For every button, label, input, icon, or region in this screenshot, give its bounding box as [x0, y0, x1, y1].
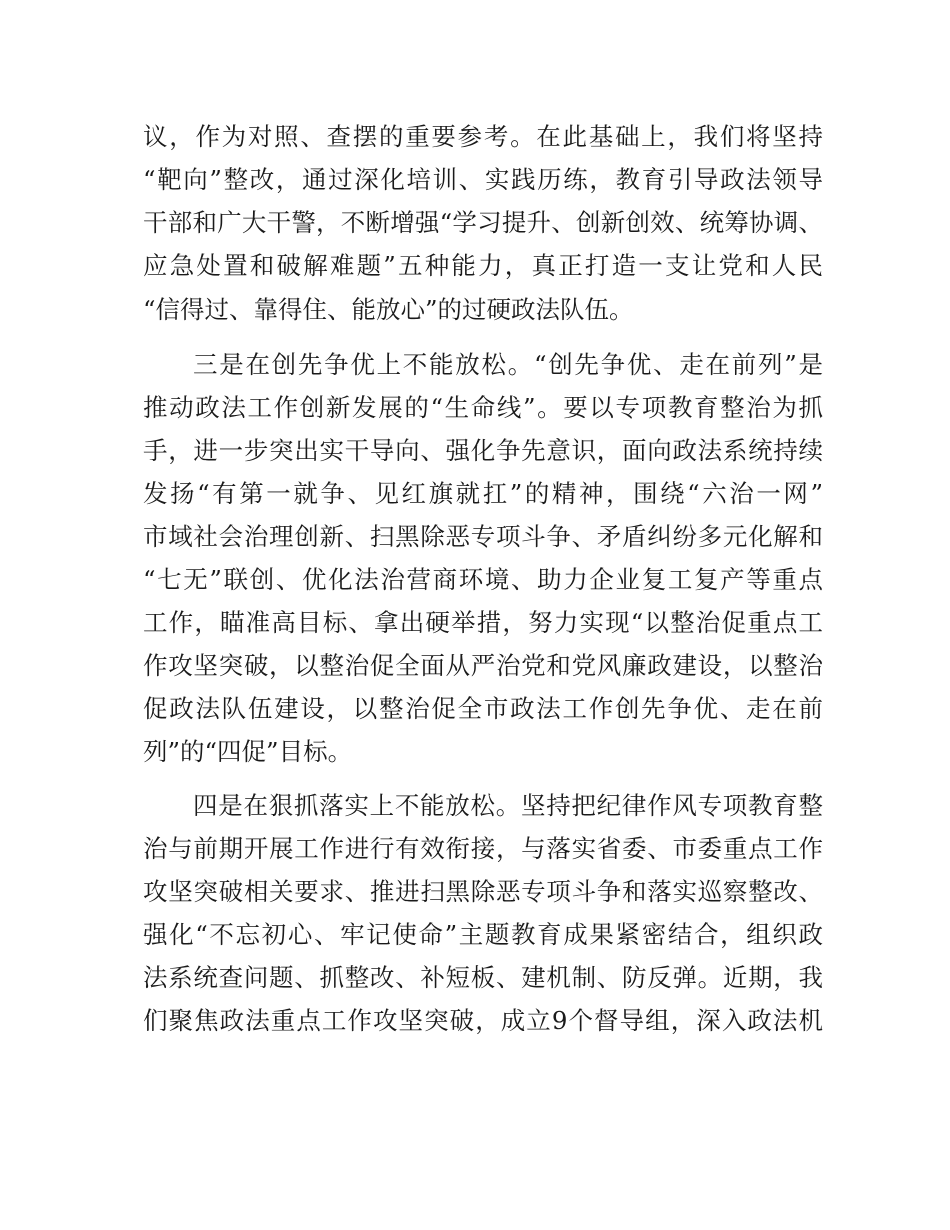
text-line: 发扬“有第一就争、见红旗就扛”的精神，围绕“六治一网”	[143, 479, 823, 508]
text-line: “信得过、靠得住、能放心”的过硬政法队伍。	[143, 295, 634, 324]
text-line: 市域社会治理创新、扫黑除恶专项斗争、矛盾纠纷多元化解和	[143, 522, 823, 551]
text-line: 推动政法工作创新发展的“生命线”。要以专项教育整治为抓	[143, 393, 823, 422]
text-line: 列”的“四促”目标。	[143, 737, 353, 766]
text-line: “七无”联创、优化法治营商环境、助力企业复工复产等重点	[143, 565, 823, 594]
text-line: 攻坚突破相关要求、推进扫黑除恶专项斗争和落实巡察整改、	[143, 877, 823, 906]
text-line: 治与前期开展工作进行有效衔接，与落实省委、市委重点工作	[143, 834, 823, 863]
text-line: 议，作为对照、查摆的重要参考。在此基础上，我们将坚持	[143, 122, 823, 151]
text-line: 作攻坚突破，以整治促全面从严治党和党风廉政建设，以整治	[143, 651, 823, 680]
paragraph-first-line: 三是在创先争优上不能放松。“创先争优、走在前列”是	[193, 350, 823, 379]
text-line: 工作，瞄准高目标、拿出硬举措，努力实现“以整治促重点工	[143, 608, 823, 637]
paragraph-first-line: 四是在狠抓落实上不能放松。坚持把纪律作风专项教育整	[193, 791, 823, 820]
text-line: 促政法队伍建设，以整治促全市政法工作创先争优、走在前	[143, 694, 823, 723]
text-line: 法系统查问题、抓整改、补短板、建机制、防反弹。近期，我	[143, 963, 823, 992]
text-line: “靶向”整改，通过深化培训、实践历练，教育引导政法领导	[143, 165, 823, 194]
text-line: 们聚焦政法重点工作攻坚突破，成立9个督导组，深入政法机	[143, 1006, 823, 1035]
text-line: 应急处置和破解难题”五种能力，真正打造一支让党和人民	[143, 251, 823, 280]
text-line: 干部和广大干警，不断增强“学习提升、创新创效、统筹协调、	[143, 208, 823, 237]
text-line: 手，进一步突出实干导向、强化争先意识，面向政法系统持续	[143, 436, 823, 465]
text-line: 强化“不忘初心、牢记使命”主题教育成果紧密结合，组织政	[143, 920, 823, 949]
